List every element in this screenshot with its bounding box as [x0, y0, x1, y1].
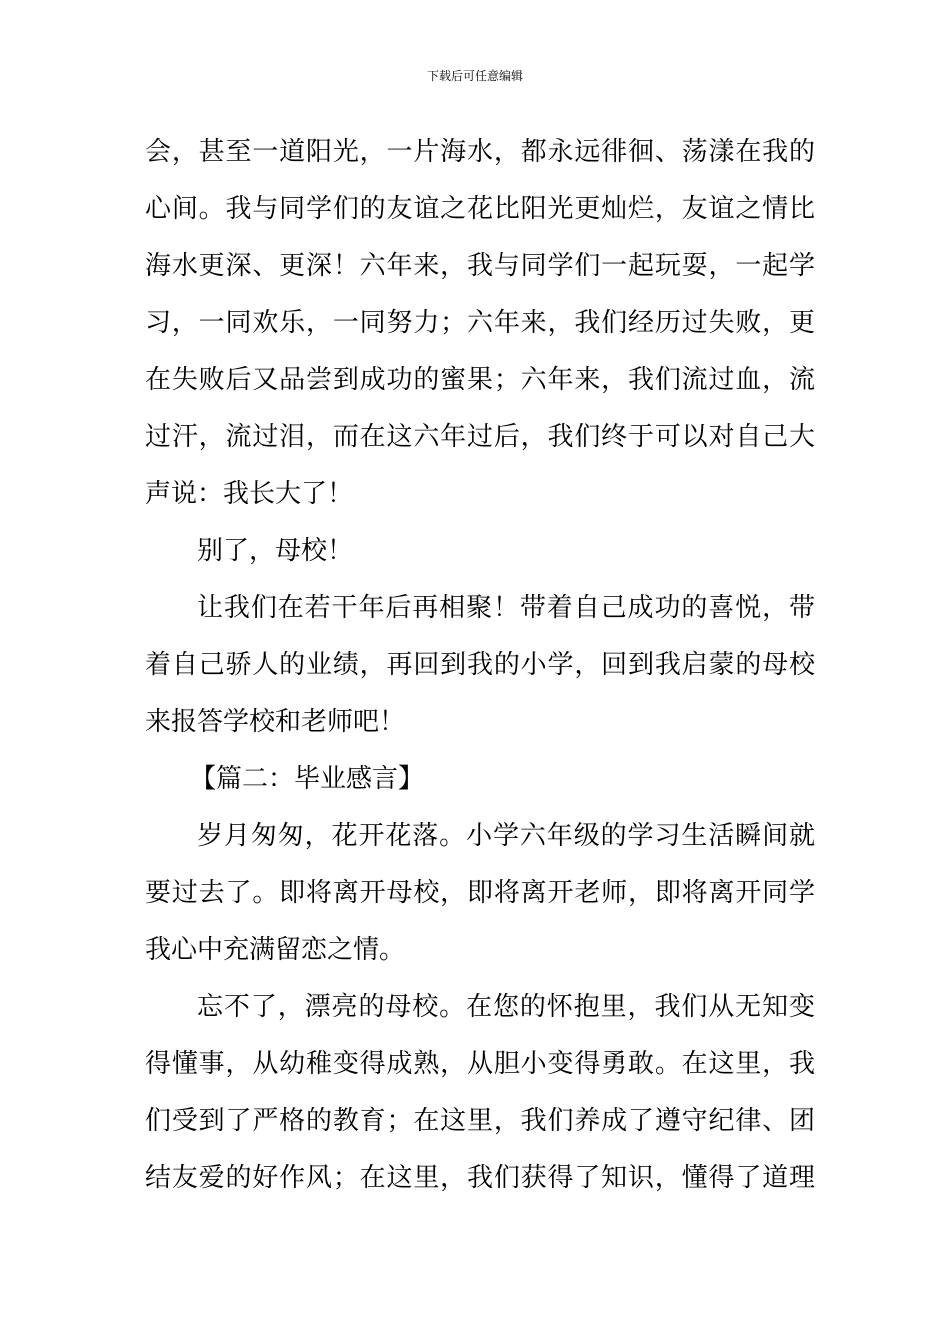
text-line: 岁月匆匆，花开花落。小学六年级的学习生活瞬间就	[197, 821, 815, 851]
text-line: 习，一同欢乐，一同努力；六年来，我们经历过失败，更	[145, 308, 815, 338]
text-line: 过汗，流过泪，而在这六年过后，我们终于可以对自己大	[145, 422, 815, 452]
text-line: 海水更深、更深！六年来，我与同学们一起玩耍，一起学	[145, 251, 815, 281]
section-title: 【篇二：毕业感言】	[190, 764, 425, 794]
text-line: 着自己骄人的业绩，再回到我的小学，回到我启蒙的母校	[145, 650, 815, 680]
text-line: 忘不了，漂亮的母校。在您的怀抱里，我们从无知变	[197, 992, 815, 1022]
page-header: 下载后可任意编辑	[426, 69, 523, 83]
text-line: 声说：我长大了！	[145, 479, 354, 509]
text-line: 要过去了。即将离开母校，即将离开老师，即将离开同学	[145, 878, 815, 908]
text-line: 我心中充满留恋之情。	[145, 935, 406, 965]
text-line: 在失败后又品尝到成功的蜜果；六年来，我们流过血，流	[145, 365, 815, 395]
text-line: 让我们在若干年后再相聚！带着自己成功的喜悦，带	[197, 593, 815, 623]
text-line: 会，甚至一道阳光，一片海水，都永远徘徊、荡漾在我的	[145, 137, 815, 167]
text-line: 们受到了严格的教育；在这里，我们养成了遵守纪律、团	[145, 1106, 815, 1136]
paragraph-heading: 别了，母校！	[197, 536, 354, 566]
text-line: 结友爱的好作风；在这里，我们获得了知识，懂得了道理	[145, 1163, 815, 1193]
text-line: 来报答学校和老师吧！	[145, 707, 406, 737]
text-line: 心间。我与同学们的友谊之花比阳光更灿烂，友谊之情比	[145, 194, 815, 224]
text-line: 得懂事，从幼稚变得成熟，从胆小变得勇敢。在这里，我	[145, 1049, 815, 1079]
